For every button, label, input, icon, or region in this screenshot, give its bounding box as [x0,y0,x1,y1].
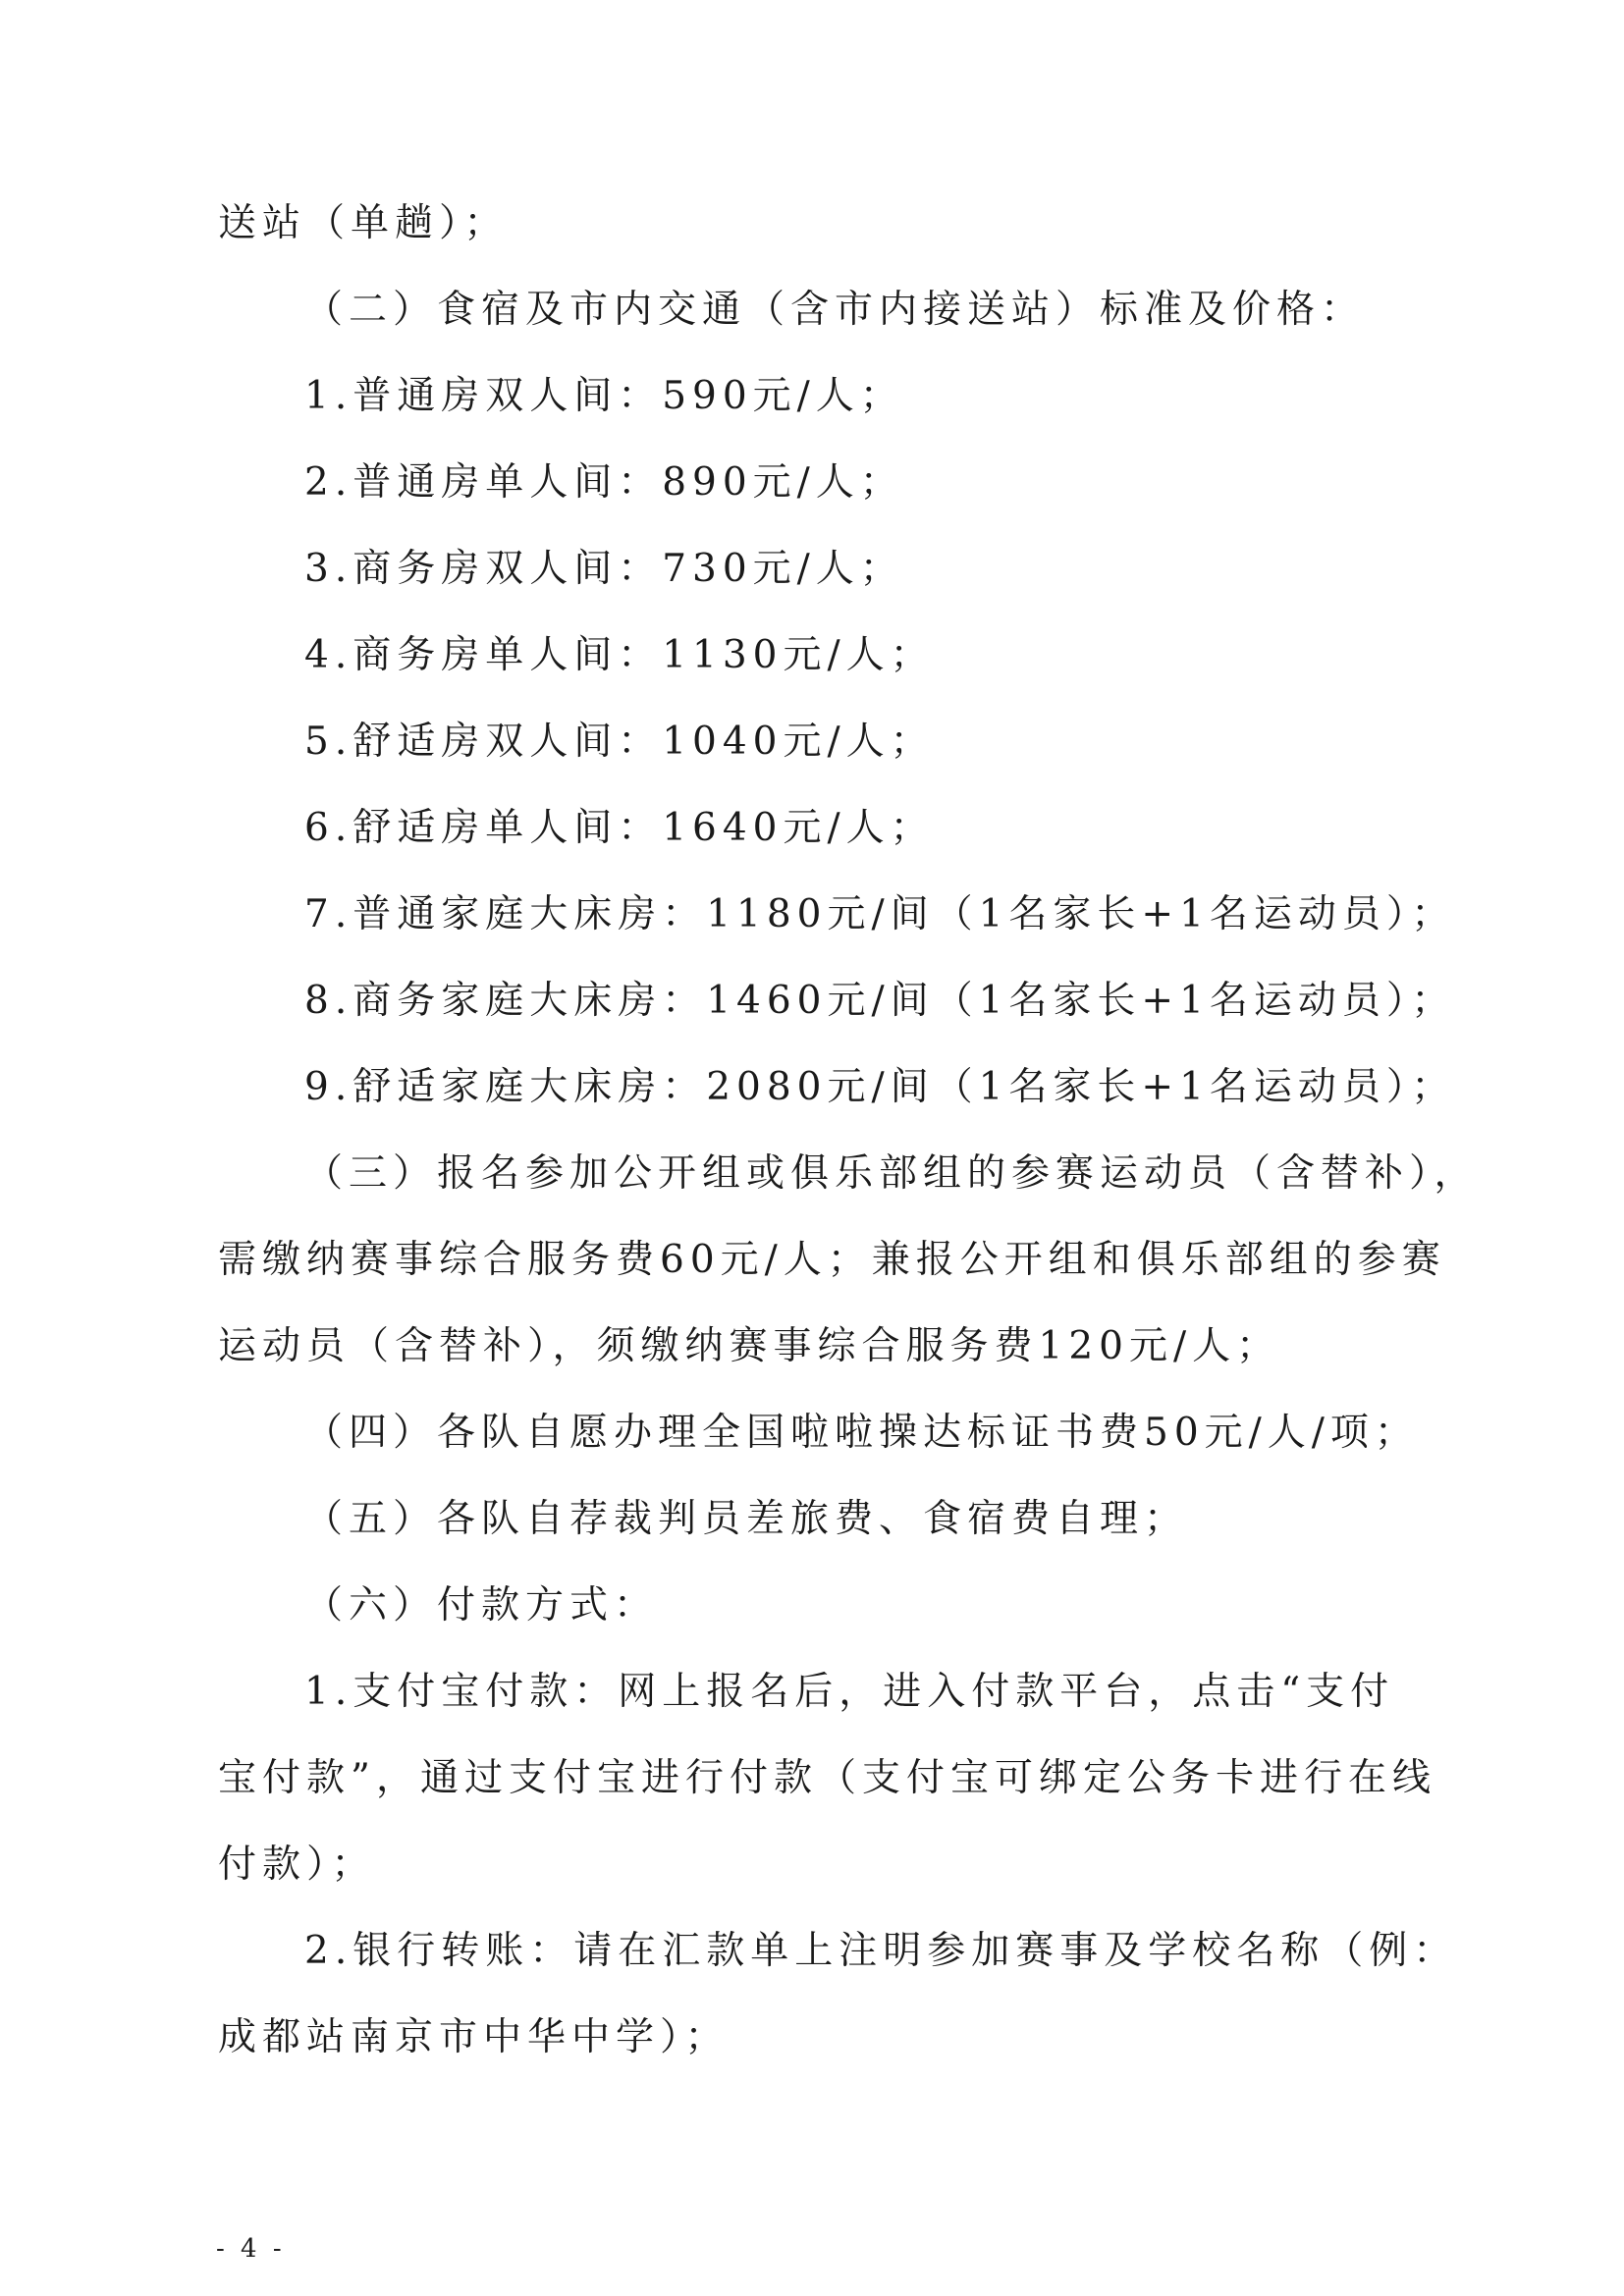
price-item-6: 6.舒适房单人间：1640元/人； [304,806,935,850]
price-item-9: 9.舒适家庭大床房：2080元/间（1名家长+1名运动员）； [304,1065,1456,1109]
price-item-1: 1.普通房双人间：590元/人； [304,374,904,418]
section-5-line: （五）各队自荐裁判员差旅费、食宿费自理； [304,1497,1189,1541]
price-item-4: 4.商务房单人间：1130元/人； [304,633,935,677]
section-4-line: （四）各队自愿办理全国啦啦操达标证书费50元/人/项； [304,1411,1419,1455]
price-item-3: 3.商务房双人间：730元/人； [304,547,904,591]
payment-bank-line-2: 成都站南京市中华中学）； [218,2015,730,2059]
section-3-line-3: 运动员（含替补），须缴纳赛事综合服务费120元/人； [218,1324,1281,1368]
price-item-7: 7.普通家庭大床房：1180元/间（1名家长+1名运动员）； [304,892,1456,936]
payment-bank-line-1: 2.银行转账：请在汇款单上注明参加赛事及学校名称（例： [304,1929,1458,1973]
section-3-line-2: 需缴纳赛事综合服务费60元/人；兼报公开组和俱乐部组的参赛 [218,1238,1446,1282]
price-item-5: 5.舒适房双人间：1040元/人； [304,720,935,764]
text-line-1: 送站（单趟）； [218,201,509,245]
section-6-heading: （六）付款方式： [304,1583,659,1628]
price-item-2: 2.普通房单人间：890元/人； [304,460,904,505]
payment-alipay-line-3: 付款）； [218,1842,376,1887]
payment-alipay-line-1: 1.支付宝付款：网上报名后，进入付款平台，点击“支付 [304,1670,1395,1714]
price-item-8: 8.商务家庭大床房：1460元/间（1名家长+1名运动员）； [304,979,1456,1023]
page-number: - 4 - [216,2234,286,2264]
section-heading-2: （二）食宿及市内交通（含市内接送站）标准及价格： [304,288,1366,332]
payment-alipay-line-2: 宝付款”，通过支付宝进行付款（支付宝可绑定公务卡进行在线 [218,1756,1436,1800]
section-3-line-1: （三）报名参加公开组或俱乐部组的参赛运动员（含替补）， [304,1151,1479,1196]
